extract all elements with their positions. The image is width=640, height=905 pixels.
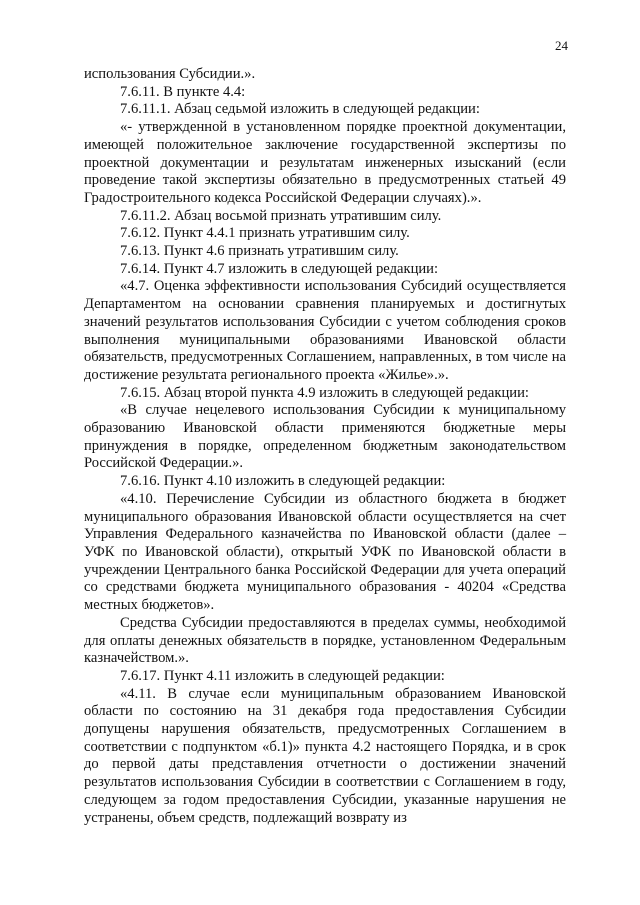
paragraph-quoted-design-documentation: «- утвержденной в установленном порядке проектной документации, имеющей положительное заключение государственной экспертизы по проектной документации и результатам инженерных изысканий (если проведение такой экспертизы обязательно в предусмотренных статьей 49 Градостроительного кодекса Российской Федерации случаях).». — [84, 119, 566, 206]
paragraph-7-6-11: 7.6.11. В пункте 4.4: — [120, 83, 246, 100]
paragraph-subsidy-funds: Средства Субсидии предоставляются в пределах суммы, необходимой для оплаты денежных обязательств в порядке, установленном Федеральным казначейством.». — [84, 614, 566, 667]
paragraph-quoted-4-7: «4.7. Оценка эффективности использования Субсидий осуществляется Департаментом на основании сравнения планируемых и достигнутых значений результатов использования Субсидии с учетом соблюдения сроков выполнения муниципальными образованиями Ивановской области обязательств, предусмотренных Соглашением, направленных, в том числе на достижение результата регионального проекта «Жилье».». — [84, 278, 566, 383]
paragraph-7-6-14: 7.6.14. Пункт 4.7 изложить в следующей редакции: — [120, 260, 439, 277]
paragraph-quoted-misuse: «В случае нецелевого использования Субсидии к муниципальному образованию Ивановской области применяются бюджетные меры принуждения в порядке, определенном бюджетным законодательством Российской Федерации.». — [84, 402, 566, 472]
paragraph-7-6-11-2: 7.6.11.2. Абзац восьмой признать утратившим силу. — [120, 207, 442, 224]
paragraph-7-6-15: 7.6.15. Абзац второй пункта 4.9 изложить в следующей редакции: — [120, 384, 529, 401]
page-number: 24 — [555, 38, 568, 53]
document-body — [84, 66, 566, 827]
paragraph-7-6-12: 7.6.12. Пункт 4.4.1 признать утратившим силу. — [120, 225, 410, 242]
paragraph-7-6-13: 7.6.13. Пункт 4.6 признать утратившим силу. — [120, 243, 399, 260]
paragraph-7-6-17: 7.6.17. Пункт 4.11 изложить в следующей редакции: — [120, 667, 445, 684]
paragraph-quoted-4-11: «4.11. В случае если муниципальным образованием Ивановской области по состоянию на 31 декабря года предоставления Субсидии допущены нарушения обязательств, предусмотренных Соглашением в соответствии с подпунктом «б.1)» пункта 4.2 настоящего Порядка, и в срок до первой даты представления отчетности о достижении значений результатов использования Субсидии в соответствии с Соглашением в году, следующем за годом предоставления Субсидии, указанные нарушения не устранены, объем средств, подлежащий возврату из — [84, 685, 566, 826]
paragraph-closing-quote: использования Субсидии.». — [84, 66, 256, 82]
paragraph-7-6-16: 7.6.16. Пункт 4.10 изложить в следующей редакции: — [120, 473, 446, 490]
paragraph-7-6-11-1: 7.6.11.1. Абзац седьмой изложить в следующей редакции: — [120, 101, 480, 118]
paragraph-quoted-4-10: «4.10. Перечисление Субсидии из областного бюджета в бюджет муниципального образования Ивановской области осуществляется на счет Управления Федерального казначейства по Ивановской области (далее – УФК по Ивановской области), открытый УФК по Ивановской области в учреждении Центрального банка Российской Федерации для учета операций со средствами бюджета муниципального образования - 40204 «Средства местных бюджетов». — [84, 490, 566, 614]
